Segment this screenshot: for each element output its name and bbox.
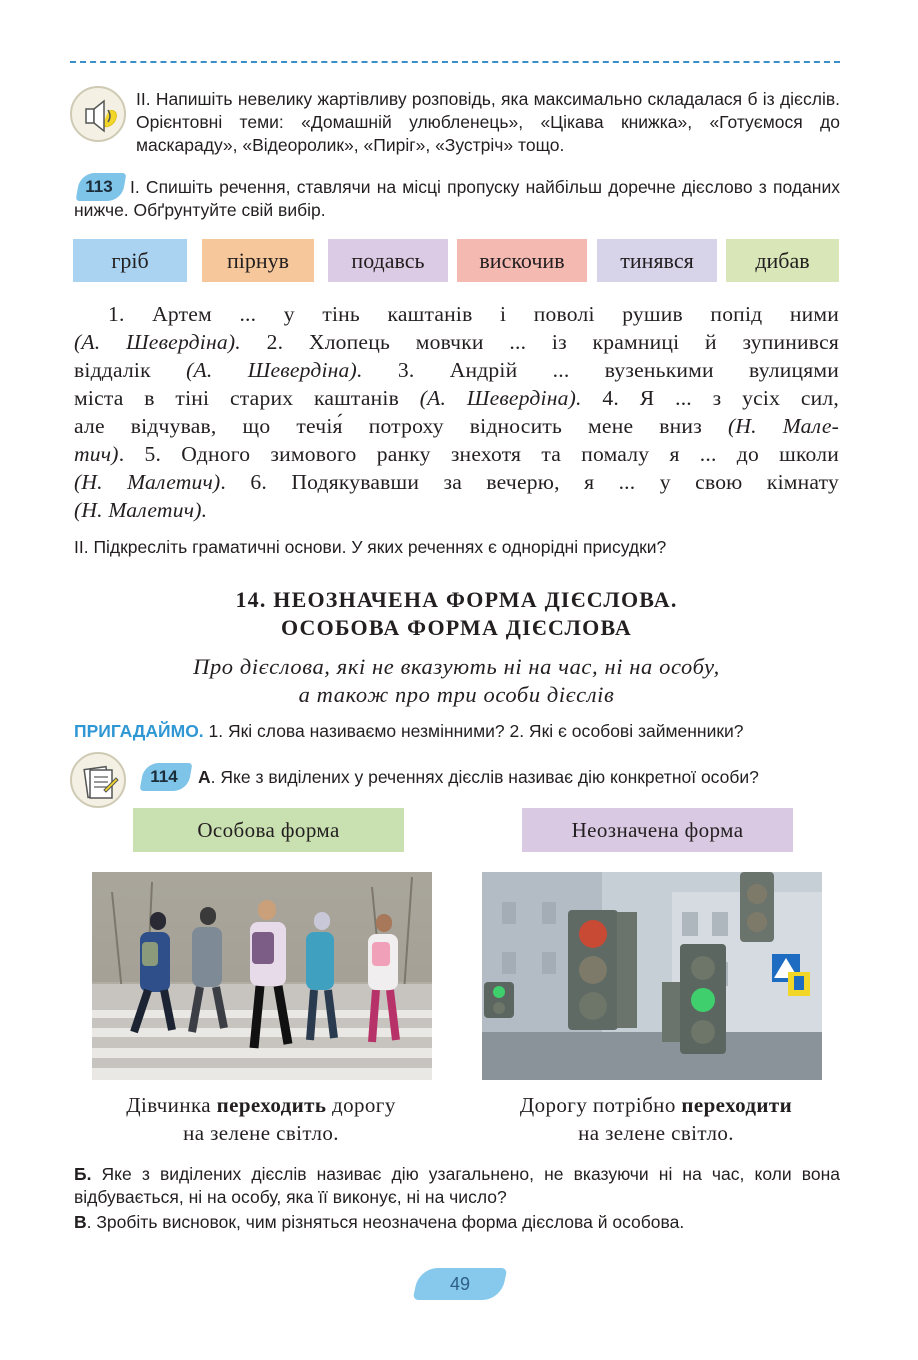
sentence-author: (Н. Малетич) bbox=[74, 470, 221, 494]
top-divider bbox=[70, 61, 840, 63]
exercise-114-number: 114 bbox=[150, 767, 178, 786]
recall-label: ПРИГАДАЙМО. bbox=[74, 721, 204, 741]
caption-left-text1: Дівчинка bbox=[126, 1093, 217, 1117]
exercise-113-part2: ІІ. Підкресліть граматичні основи. У яких реченнях є однорідні присудки? bbox=[74, 537, 667, 557]
sentence-text: міста в тіні старих каштанів bbox=[74, 386, 420, 410]
exercise-112-part2: ІІ. Напишіть невелику жартівливу розповідь, яка максимально складалася б із дієслів. Орієнтовні теми: «Домашній улюбленець», «Цікава книжка», «Готуємося до маскараду», «Відеоролик», «Пиріг», «Зустріч» тощо. bbox=[136, 89, 840, 155]
task-c-label: В bbox=[74, 1212, 87, 1232]
sentence-author: тич) bbox=[74, 442, 119, 466]
sentence-text: . 6. Подякувавши за вечерю, я ... у свою кімнату bbox=[220, 470, 839, 494]
word-box: гріб bbox=[73, 239, 187, 282]
speaker-icon bbox=[70, 86, 126, 142]
caption-left-text3: на зелене світло. bbox=[183, 1121, 339, 1145]
word-box: тинявся bbox=[597, 239, 717, 282]
sentence-author: (Н. Малетич). bbox=[74, 498, 208, 522]
exercise-114-task-c bbox=[74, 1211, 840, 1234]
sentence-author: (Н. Мале- bbox=[727, 414, 839, 438]
sentence-line bbox=[74, 384, 839, 412]
exercise-113-task: І. Спишіть речення, ставлячи на місці пропуску найбільш доречне дієслово з поданих нижче. Обґрунтуйте свій вибір. bbox=[74, 177, 840, 220]
caption-right bbox=[471, 1091, 841, 1147]
notes-icon bbox=[70, 752, 126, 808]
section-title-line2: ОСОБОВА ФОРМА ДІЄСЛОВА bbox=[280, 615, 633, 640]
sentence-line bbox=[74, 328, 839, 356]
task-c-text: . Зробіть висновок, чим різняться неозначена форма дієслова й особова. bbox=[86, 1212, 685, 1232]
sentence-text: 2. Хлопець мовчки ... із крамниці й зупинився bbox=[240, 330, 839, 354]
caption-left bbox=[76, 1091, 446, 1147]
page-number: 49 bbox=[449, 1274, 471, 1294]
sentence-line bbox=[74, 412, 839, 440]
task-b-label: Б. bbox=[74, 1164, 92, 1184]
exercise-113-sentences bbox=[74, 300, 839, 524]
section-title-line1: 14. НЕОЗНАЧЕНА ФОРМА ДІЄСЛОВА. bbox=[235, 587, 678, 612]
label-personal-form: Особова форма bbox=[133, 808, 404, 852]
sentence-line bbox=[74, 300, 839, 328]
word-box: подавсь bbox=[328, 239, 448, 282]
photo-traffic-lights bbox=[482, 872, 822, 1080]
caption-left-text2: дорогу bbox=[326, 1093, 396, 1117]
task-a-text: . Яке з виділених у реченнях дієслів називає дію конкретної особи? bbox=[210, 767, 759, 787]
sentence-text: . 5. Одного зимового ранку знехотя та помалу я ... до школи bbox=[118, 442, 839, 466]
exercise-113-number: 113 bbox=[85, 177, 113, 196]
sentence-text: віддалік bbox=[74, 358, 187, 382]
sentence-author: (А. Шевердіна). bbox=[186, 358, 363, 382]
sentence-text: 4. Я ... з усіх сил, bbox=[581, 386, 839, 410]
task-b-text: Яке з виділених дієслів називає дію узагальнено, не вказуючи ні на час, коли вона відбувається, ні на особу, яка її виконує, ні на число? bbox=[74, 1164, 840, 1207]
sentence-text: але відчував, що течія́ потроху відносить мене вниз bbox=[74, 414, 728, 438]
recall-line bbox=[74, 720, 840, 743]
word-box: дибав bbox=[726, 239, 839, 282]
sentence-text: 1. Артем ... у тінь каштанів і поволі рушив попід ними bbox=[108, 302, 839, 326]
caption-right-verb: переходити bbox=[681, 1093, 793, 1117]
sentence-line bbox=[74, 496, 839, 524]
sentence-author: (А. Шевердіна). bbox=[419, 386, 582, 410]
task-a-label: А bbox=[198, 767, 211, 787]
section-subtitle-line2: а також про три особи дієслів bbox=[298, 682, 615, 707]
sentence-author: (А. Шевердіна). bbox=[74, 330, 241, 354]
sentence-text: 3. Андрій ... вузенькими вулицями bbox=[362, 358, 839, 382]
word-box: пірнув bbox=[202, 239, 314, 282]
caption-right-text1: Дорогу потрібно bbox=[519, 1093, 682, 1117]
sentence-line bbox=[74, 468, 839, 496]
recall-text: 1. Які слова називаємо незмінними? 2. Які є особові займенники? bbox=[203, 721, 744, 741]
word-box: вискочив bbox=[457, 239, 587, 282]
caption-right-text2: на зелене світло. bbox=[578, 1121, 734, 1145]
exercise-114-task-b bbox=[74, 1163, 840, 1209]
caption-left-verb: переходить bbox=[216, 1093, 327, 1117]
photo-children-crossing bbox=[92, 872, 432, 1080]
sentence-line bbox=[74, 356, 839, 384]
section-subtitle-line1: Про дієслова, які не вказують ні на час, ні на особу, bbox=[193, 654, 720, 679]
sentence-line bbox=[74, 440, 839, 468]
label-infinitive-form: Неозначена форма bbox=[522, 808, 793, 852]
exercise-114-task-a bbox=[198, 766, 840, 789]
